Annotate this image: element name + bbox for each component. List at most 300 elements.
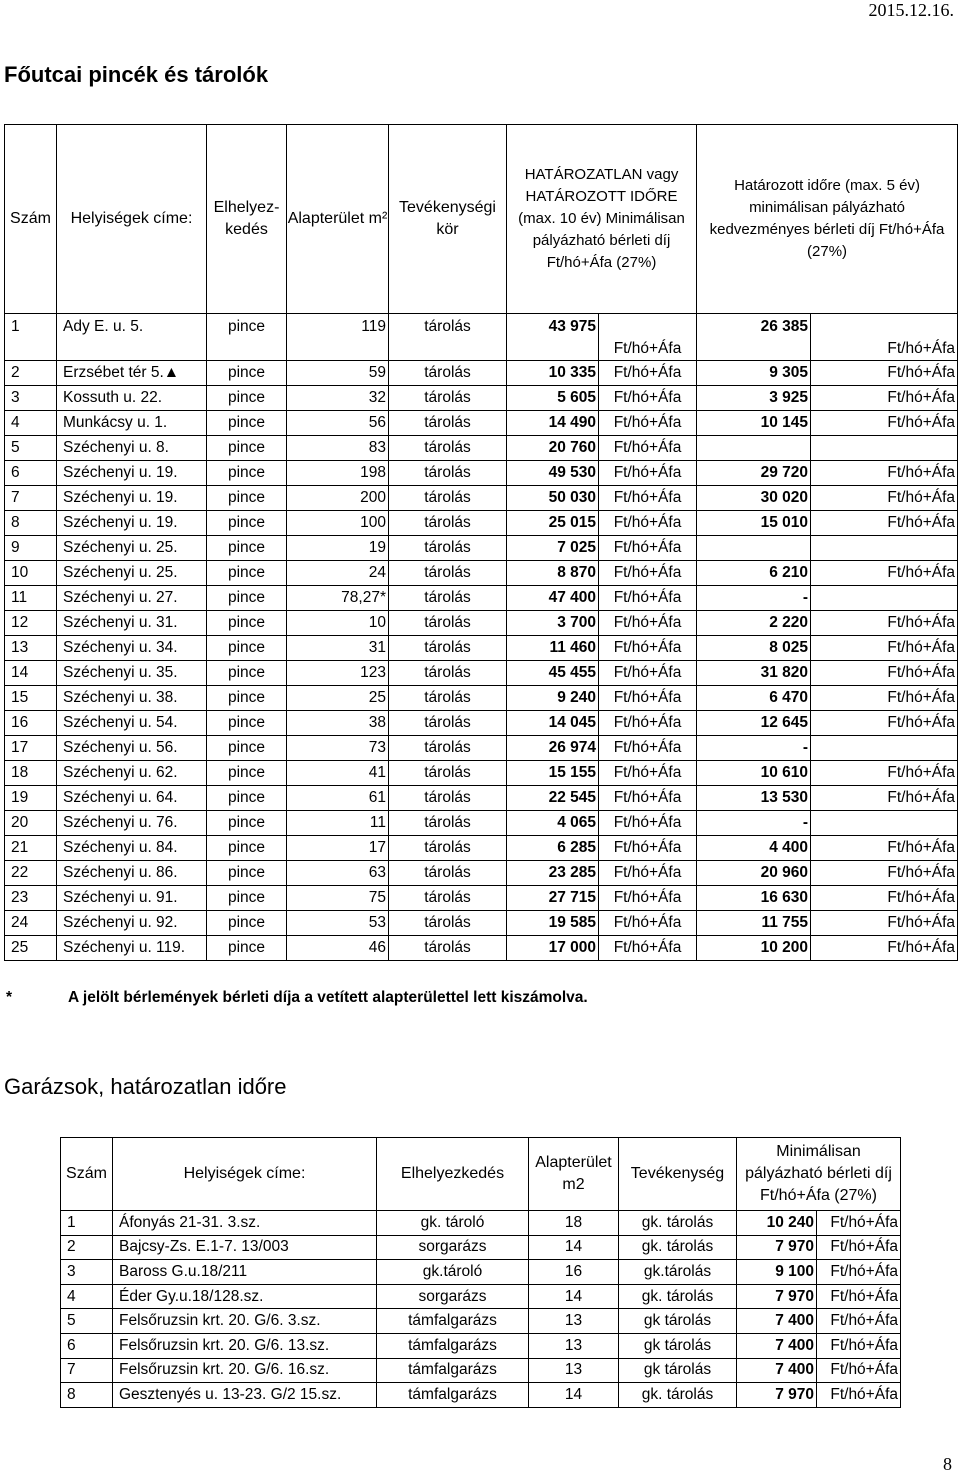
- cell-area: 19: [287, 536, 389, 561]
- footnote-text: A jelölt bérlemények bérleti díja a vetített alapterülettel lett kiszámolva.: [68, 989, 588, 1006]
- table-row: [5, 386, 958, 411]
- cell-fee-indefinite: 6 285: [507, 836, 599, 861]
- document-date: 2015.12.16.: [868, 0, 954, 20]
- cell-location-type: pince: [207, 786, 287, 811]
- cell-address: Áfonyás 21-31. 3.sz.: [113, 1211, 377, 1236]
- cell-location-type: pince: [207, 361, 287, 386]
- cell-location-type: támfalgarázs: [377, 1358, 529, 1383]
- cell-fee-indefinite-unit: Ft/hó+Áfa: [599, 711, 697, 736]
- cell-row-number: 8: [5, 511, 57, 536]
- cell-location-type: pince: [207, 486, 287, 511]
- cell-activity: tárolás: [389, 561, 507, 586]
- cell-area: 41: [287, 761, 389, 786]
- cell-location-type: pince: [207, 836, 287, 861]
- cell-address: Széchenyi u. 19.: [57, 511, 207, 536]
- cell-fee: 7 400: [737, 1309, 817, 1334]
- cell-fee: 7 970: [737, 1235, 817, 1260]
- cell-area: 17: [287, 836, 389, 861]
- table-row: [61, 1235, 901, 1260]
- cell-area: 13: [529, 1309, 619, 1334]
- cell-fee-indefinite-unit: Ft/hó+Áfa: [599, 561, 697, 586]
- cell-address: Széchenyi u. 86.: [57, 861, 207, 886]
- cell-fee-definite-unit: Ft/hó+Áfa: [811, 861, 958, 886]
- cell-fee-indefinite: 45 455: [507, 661, 599, 686]
- cell-fee-definite-unit: Ft/hó+Áfa: [811, 461, 958, 486]
- cell-fee-definite: -: [697, 586, 811, 611]
- cell-fee-unit: Ft/hó+Áfa: [817, 1211, 901, 1236]
- cell-address: Széchenyi u. 25.: [57, 536, 207, 561]
- col-header-cim: Helyiségek címe:: [57, 125, 207, 314]
- cell-activity: tárolás: [389, 711, 507, 736]
- cell-row-number: 20: [5, 811, 57, 836]
- cell-row-number: 4: [61, 1284, 113, 1309]
- cell-location-type: pince: [207, 911, 287, 936]
- cell-activity: tárolás: [389, 911, 507, 936]
- table-row: [5, 511, 958, 536]
- cell-address: Széchenyi u. 8.: [57, 436, 207, 461]
- cell-row-number: 2: [61, 1235, 113, 1260]
- cell-address: Széchenyi u. 84.: [57, 836, 207, 861]
- cell-fee-indefinite: 19 585: [507, 911, 599, 936]
- table-row: [5, 811, 958, 836]
- table-row: [5, 536, 958, 561]
- cell-row-number: 25: [5, 936, 57, 961]
- cell-fee-indefinite-unit: Ft/hó+Áfa: [599, 911, 697, 936]
- cell-activity: tárolás: [389, 786, 507, 811]
- cell-activity: tárolás: [389, 314, 507, 361]
- table-row: [5, 861, 958, 886]
- cell-location-type: gk. tároló: [377, 1211, 529, 1236]
- cell-activity: tárolás: [389, 511, 507, 536]
- pincek-table: [4, 124, 958, 961]
- cell-row-number: 11: [5, 586, 57, 611]
- cell-fee: 9 100: [737, 1260, 817, 1285]
- table-row: [5, 486, 958, 511]
- cell-address: Széchenyi u. 91.: [57, 886, 207, 911]
- cell-area: 61: [287, 786, 389, 811]
- cell-activity: tárolás: [389, 611, 507, 636]
- cell-row-number: 7: [5, 486, 57, 511]
- cell-fee-indefinite: 25 015: [507, 511, 599, 536]
- cell-fee-indefinite-unit: Ft/hó+Áfa: [599, 511, 697, 536]
- cell-fee-definite: 9 305: [697, 361, 811, 386]
- cell-fee-indefinite-unit: Ft/hó+Áfa: [599, 611, 697, 636]
- cell-fee-indefinite-unit: Ft/hó+Áfa: [599, 411, 697, 436]
- cell-fee-unit: Ft/hó+Áfa: [817, 1235, 901, 1260]
- col-header-tevekenysegi: Tevékenységi kör: [389, 125, 507, 314]
- cell-fee-definite: 3 925: [697, 386, 811, 411]
- table-row: [61, 1284, 901, 1309]
- cell-fee-definite-unit: Ft/hó+Áfa: [811, 314, 958, 361]
- table-row: [5, 786, 958, 811]
- cell-fee-indefinite: 3 700: [507, 611, 599, 636]
- cell-activity: tárolás: [389, 386, 507, 411]
- cell-fee-definite-unit: [811, 811, 958, 836]
- table-row: [5, 886, 958, 911]
- cell-address: Felsőruzsin krt. 20. G/6. 16.sz.: [113, 1358, 377, 1383]
- cell-fee-definite-unit: Ft/hó+Áfa: [811, 761, 958, 786]
- cell-fee-definite: 13 530: [697, 786, 811, 811]
- cell-activity: tárolás: [389, 586, 507, 611]
- cell-fee-indefinite-unit: Ft/hó+Áfa: [599, 736, 697, 761]
- cell-row-number: 8: [61, 1383, 113, 1408]
- cell-address: Bajcsy-Zs. E.1-7. 13/003: [113, 1235, 377, 1260]
- col-header-elhelyezkedes: Elhelyezkedés: [377, 1138, 529, 1211]
- cell-location-type: pince: [207, 561, 287, 586]
- table-row: [61, 1309, 901, 1334]
- cell-fee-definite: 15 010: [697, 511, 811, 536]
- cell-location-type: pince: [207, 636, 287, 661]
- cell-address: Ady E. u. 5.: [57, 314, 207, 361]
- cell-fee-indefinite-unit: Ft/hó+Áfa: [599, 686, 697, 711]
- cell-fee-definite: 30 020: [697, 486, 811, 511]
- cell-location-type: pince: [207, 461, 287, 486]
- cell-fee-indefinite: 14 490: [507, 411, 599, 436]
- cell-fee-definite-unit: Ft/hó+Áfa: [811, 486, 958, 511]
- cell-row-number: 19: [5, 786, 57, 811]
- cell-fee-definite-unit: Ft/hó+Áfa: [811, 936, 958, 961]
- cell-area: 11: [287, 811, 389, 836]
- cell-area: 14: [529, 1284, 619, 1309]
- cell-area: 18: [529, 1211, 619, 1236]
- cell-area: 10: [287, 611, 389, 636]
- cell-area: 38: [287, 711, 389, 736]
- table-row: [5, 586, 958, 611]
- cell-fee-indefinite: 10 335: [507, 361, 599, 386]
- cell-fee-definite-unit: Ft/hó+Áfa: [811, 611, 958, 636]
- cell-fee-definite-unit: [811, 736, 958, 761]
- cell-address: Széchenyi u. 64.: [57, 786, 207, 811]
- cell-area: 75: [287, 886, 389, 911]
- cell-fee-indefinite-unit: Ft/hó+Áfa: [599, 361, 697, 386]
- cell-fee-indefinite-unit: Ft/hó+Áfa: [599, 461, 697, 486]
- footnote: [6, 989, 588, 1007]
- cell-location-type: támfalgarázs: [377, 1333, 529, 1358]
- cell-area: 14: [529, 1383, 619, 1408]
- cell-fee-indefinite-unit: Ft/hó+Áfa: [599, 861, 697, 886]
- section-title-pincek: Főutcai pincék és tárolók: [4, 62, 269, 87]
- col-header-szam: Szám: [61, 1138, 113, 1211]
- cell-fee-indefinite: 9 240: [507, 686, 599, 711]
- cell-fee-definite: 4 400: [697, 836, 811, 861]
- table-row: [5, 361, 958, 386]
- cell-activity: tárolás: [389, 661, 507, 686]
- cell-fee-definite: -: [697, 736, 811, 761]
- cell-row-number: 14: [5, 661, 57, 686]
- cell-address: Széchenyi u. 34.: [57, 636, 207, 661]
- cell-fee-definite-unit: Ft/hó+Áfa: [811, 786, 958, 811]
- cell-row-number: 18: [5, 761, 57, 786]
- cell-area: 24: [287, 561, 389, 586]
- cell-activity: tárolás: [389, 411, 507, 436]
- table-row: [5, 436, 958, 461]
- cell-fee-indefinite-unit: Ft/hó+Áfa: [599, 586, 697, 611]
- table-row: [61, 1333, 901, 1358]
- cell-location-type: sorgarázs: [377, 1235, 529, 1260]
- cell-row-number: 10: [5, 561, 57, 586]
- cell-fee-definite: 31 820: [697, 661, 811, 686]
- cell-address: Éder Gy.u.18/128.sz.: [113, 1284, 377, 1309]
- cell-fee-unit: Ft/hó+Áfa: [817, 1383, 901, 1408]
- cell-row-number: 17: [5, 736, 57, 761]
- cell-activity: tárolás: [389, 361, 507, 386]
- cell-area: 56: [287, 411, 389, 436]
- cell-location-type: pince: [207, 661, 287, 686]
- cell-fee-indefinite-unit: Ft/hó+Áfa: [599, 486, 697, 511]
- cell-fee-definite: 2 220: [697, 611, 811, 636]
- cell-activity: tárolás: [389, 761, 507, 786]
- footnote-star: *: [6, 989, 13, 1006]
- table-row: [5, 611, 958, 636]
- cell-activity: gk. tárolás: [619, 1284, 737, 1309]
- cell-activity: tárolás: [389, 636, 507, 661]
- cell-address: Munkácsy u. 1.: [57, 411, 207, 436]
- cell-fee-indefinite: 43 975: [507, 314, 599, 361]
- cell-location-type: pince: [207, 314, 287, 361]
- cell-fee-indefinite-unit: Ft/hó+Áfa: [599, 661, 697, 686]
- cell-location-type: támfalgarázs: [377, 1383, 529, 1408]
- cell-location-type: pince: [207, 536, 287, 561]
- cell-row-number: 15: [5, 686, 57, 711]
- cell-location-type: pince: [207, 861, 287, 886]
- cell-fee-indefinite: 27 715: [507, 886, 599, 911]
- cell-fee: 7 970: [737, 1284, 817, 1309]
- cell-location-type: pince: [207, 936, 287, 961]
- table-row: [5, 711, 958, 736]
- cell-fee: 10 240: [737, 1211, 817, 1236]
- cell-activity: gk tárolás: [619, 1333, 737, 1358]
- cell-area: 25: [287, 686, 389, 711]
- cell-row-number: 2: [5, 361, 57, 386]
- col-header-cim: Helyiségek címe:: [113, 1138, 377, 1211]
- cell-fee-definite-unit: Ft/hó+Áfa: [811, 511, 958, 536]
- cell-area: 13: [529, 1358, 619, 1383]
- cell-row-number: 6: [61, 1333, 113, 1358]
- cell-row-number: 16: [5, 711, 57, 736]
- cell-address: Gesztenyés u. 13-23. G/2 15.sz.: [113, 1383, 377, 1408]
- cell-location-type: pince: [207, 811, 287, 836]
- cell-row-number: 7: [61, 1358, 113, 1383]
- cell-fee-indefinite-unit: Ft/hó+Áfa: [599, 761, 697, 786]
- cell-fee-indefinite: 49 530: [507, 461, 599, 486]
- cell-row-number: 5: [5, 436, 57, 461]
- cell-address: Széchenyi u. 31.: [57, 611, 207, 636]
- cell-fee-definite-unit: [811, 586, 958, 611]
- cell-row-number: 21: [5, 836, 57, 861]
- cell-fee-indefinite: 4 065: [507, 811, 599, 836]
- cell-activity: tárolás: [389, 861, 507, 886]
- cell-area: 14: [529, 1235, 619, 1260]
- col-header-hatarozatlan: HATÁROZATLAN vagy HATÁROZOTT IDŐRE (max. 10 év) Minimálisan pályázható bérleti díj Ft/hó+Áfa (27%): [507, 125, 697, 314]
- cell-fee: 7 970: [737, 1383, 817, 1408]
- cell-area: 73: [287, 736, 389, 761]
- cell-fee-indefinite: 8 870: [507, 561, 599, 586]
- cell-location-type: pince: [207, 386, 287, 411]
- cell-address: Felsőruzsin krt. 20. G/6. 3.sz.: [113, 1309, 377, 1334]
- cell-area: 13: [529, 1333, 619, 1358]
- cell-address: Baross G.u.18/211: [113, 1260, 377, 1285]
- cell-activity: tárolás: [389, 936, 507, 961]
- cell-address: Széchenyi u. 19.: [57, 486, 207, 511]
- cell-fee-indefinite: 22 545: [507, 786, 599, 811]
- cell-activity: tárolás: [389, 836, 507, 861]
- cell-location-type: pince: [207, 686, 287, 711]
- cell-activity: gk. tárolás: [619, 1235, 737, 1260]
- cell-location-type: pince: [207, 736, 287, 761]
- table-row: [5, 686, 958, 711]
- table-row: [61, 1358, 901, 1383]
- cell-fee-definite-unit: Ft/hó+Áfa: [811, 561, 958, 586]
- cell-location-type: támfalgarázs: [377, 1309, 529, 1334]
- cell-fee: 7 400: [737, 1333, 817, 1358]
- cell-fee-indefinite: 5 605: [507, 386, 599, 411]
- cell-row-number: 1: [5, 314, 57, 361]
- table-row: [5, 936, 958, 961]
- cell-fee-indefinite-unit: Ft/hó+Áfa: [599, 811, 697, 836]
- cell-activity: tárolás: [389, 736, 507, 761]
- cell-fee-indefinite: 26 974: [507, 736, 599, 761]
- table-row: [5, 314, 958, 361]
- cell-area: 198: [287, 461, 389, 486]
- garazsok-table: [60, 1137, 901, 1408]
- cell-fee-definite: 16 630: [697, 886, 811, 911]
- table-row: [5, 761, 958, 786]
- cell-fee-definite-unit: Ft/hó+Áfa: [811, 636, 958, 661]
- cell-location-type: pince: [207, 711, 287, 736]
- cell-fee-unit: Ft/hó+Áfa: [817, 1333, 901, 1358]
- col-header-alapterulet: Alapterület m2: [529, 1138, 619, 1211]
- cell-area: 100: [287, 511, 389, 536]
- cell-fee-unit: Ft/hó+Áfa: [817, 1358, 901, 1383]
- table-row: [61, 1211, 901, 1236]
- cell-fee-definite: 6 210: [697, 561, 811, 586]
- cell-location-type: pince: [207, 761, 287, 786]
- cell-fee-definite: 10 145: [697, 411, 811, 436]
- cell-row-number: 6: [5, 461, 57, 486]
- cell-fee-indefinite-unit: Ft/hó+Áfa: [599, 936, 697, 961]
- cell-activity: tárolás: [389, 461, 507, 486]
- cell-address: Erzsébet tér 5.▲: [57, 361, 207, 386]
- col-header-dij: Minimálisan pályázható bérleti díj Ft/hó+Áfa (27%): [737, 1138, 901, 1211]
- cell-fee-definite-unit: Ft/hó+Áfa: [811, 886, 958, 911]
- table-row: [5, 636, 958, 661]
- cell-fee-indefinite-unit: Ft/hó+Áfa: [599, 786, 697, 811]
- cell-address: Kossuth u. 22.: [57, 386, 207, 411]
- cell-fee-definite: 10 200: [697, 936, 811, 961]
- cell-fee-definite-unit: Ft/hó+Áfa: [811, 911, 958, 936]
- cell-fee-indefinite-unit: Ft/hó+Áfa: [599, 536, 697, 561]
- cell-area: 78,27*: [287, 586, 389, 611]
- cell-fee-indefinite: 50 030: [507, 486, 599, 511]
- col-header-tevekenyseg: Tevékenység: [619, 1138, 737, 1211]
- cell-activity: gk.tárolás: [619, 1260, 737, 1285]
- cell-activity: tárolás: [389, 536, 507, 561]
- cell-fee-indefinite-unit: Ft/hó+Áfa: [599, 836, 697, 861]
- table-row: [5, 461, 958, 486]
- cell-row-number: 5: [61, 1309, 113, 1334]
- cell-row-number: 3: [61, 1260, 113, 1285]
- cell-row-number: 22: [5, 861, 57, 886]
- cell-area: 31: [287, 636, 389, 661]
- cell-activity: tárolás: [389, 686, 507, 711]
- col-header-alapterulet: Alapterület m²: [287, 125, 389, 314]
- cell-address: Széchenyi u. 119.: [57, 936, 207, 961]
- cell-fee-definite: -: [697, 811, 811, 836]
- cell-fee-indefinite: 47 400: [507, 586, 599, 611]
- cell-fee-definite-unit: [811, 436, 958, 461]
- cell-area: 59: [287, 361, 389, 386]
- cell-activity: gk. tárolás: [619, 1383, 737, 1408]
- cell-location-type: pince: [207, 886, 287, 911]
- cell-row-number: 24: [5, 911, 57, 936]
- cell-fee-definite: [697, 436, 811, 461]
- cell-activity: tárolás: [389, 486, 507, 511]
- cell-fee-definite: [697, 536, 811, 561]
- cell-row-number: 4: [5, 411, 57, 436]
- cell-fee-definite-unit: Ft/hó+Áfa: [811, 686, 958, 711]
- cell-fee-indefinite: 14 045: [507, 711, 599, 736]
- cell-address: Felsőruzsin krt. 20. G/6. 13.sz.: [113, 1333, 377, 1358]
- cell-activity: tárolás: [389, 436, 507, 461]
- cell-activity: tárolás: [389, 811, 507, 836]
- cell-location-type: gk.tároló: [377, 1260, 529, 1285]
- cell-area: 83: [287, 436, 389, 461]
- cell-location-type: pince: [207, 586, 287, 611]
- cell-fee-indefinite-unit: Ft/hó+Áfa: [599, 386, 697, 411]
- cell-row-number: 13: [5, 636, 57, 661]
- cell-address: Széchenyi u. 35.: [57, 661, 207, 686]
- table-row: [5, 411, 958, 436]
- col-header-szam: Szám: [5, 125, 57, 314]
- cell-area: 16: [529, 1260, 619, 1285]
- cell-activity: tárolás: [389, 886, 507, 911]
- cell-location-type: pince: [207, 511, 287, 536]
- cell-location-type: pince: [207, 436, 287, 461]
- cell-fee-definite: 12 645: [697, 711, 811, 736]
- cell-fee-definite-unit: Ft/hó+Áfa: [811, 711, 958, 736]
- cell-fee-indefinite-unit: Ft/hó+Áfa: [599, 886, 697, 911]
- cell-location-type: pince: [207, 411, 287, 436]
- cell-fee-indefinite: 11 460: [507, 636, 599, 661]
- cell-activity: gk tárolás: [619, 1358, 737, 1383]
- cell-row-number: 9: [5, 536, 57, 561]
- cell-location-type: pince: [207, 611, 287, 636]
- cell-fee-indefinite: 7 025: [507, 536, 599, 561]
- cell-activity: gk. tárolás: [619, 1211, 737, 1236]
- cell-area: 63: [287, 861, 389, 886]
- cell-address: Széchenyi u. 62.: [57, 761, 207, 786]
- cell-fee-definite-unit: Ft/hó+Áfa: [811, 836, 958, 861]
- cell-row-number: 1: [61, 1211, 113, 1236]
- cell-area: 32: [287, 386, 389, 411]
- cell-location-type: sorgarázs: [377, 1284, 529, 1309]
- table-row: [5, 736, 958, 761]
- cell-fee-unit: Ft/hó+Áfa: [817, 1284, 901, 1309]
- col-header-elhelyezkedes: Elhelyez-kedés: [207, 125, 287, 314]
- cell-area: 123: [287, 661, 389, 686]
- cell-fee-definite-unit: Ft/hó+Áfa: [811, 386, 958, 411]
- cell-address: Széchenyi u. 92.: [57, 911, 207, 936]
- section-title-garazsok: Garázsok, határozatlan időre: [4, 1074, 287, 1099]
- cell-address: Széchenyi u. 38.: [57, 686, 207, 711]
- cell-address: Széchenyi u. 56.: [57, 736, 207, 761]
- cell-fee-unit: Ft/hó+Áfa: [817, 1260, 901, 1285]
- table-row: [61, 1383, 901, 1408]
- cell-fee-indefinite-unit: Ft/hó+Áfa: [599, 436, 697, 461]
- cell-fee-definite: 29 720: [697, 461, 811, 486]
- cell-fee-definite: 6 470: [697, 686, 811, 711]
- table-row: [5, 661, 958, 686]
